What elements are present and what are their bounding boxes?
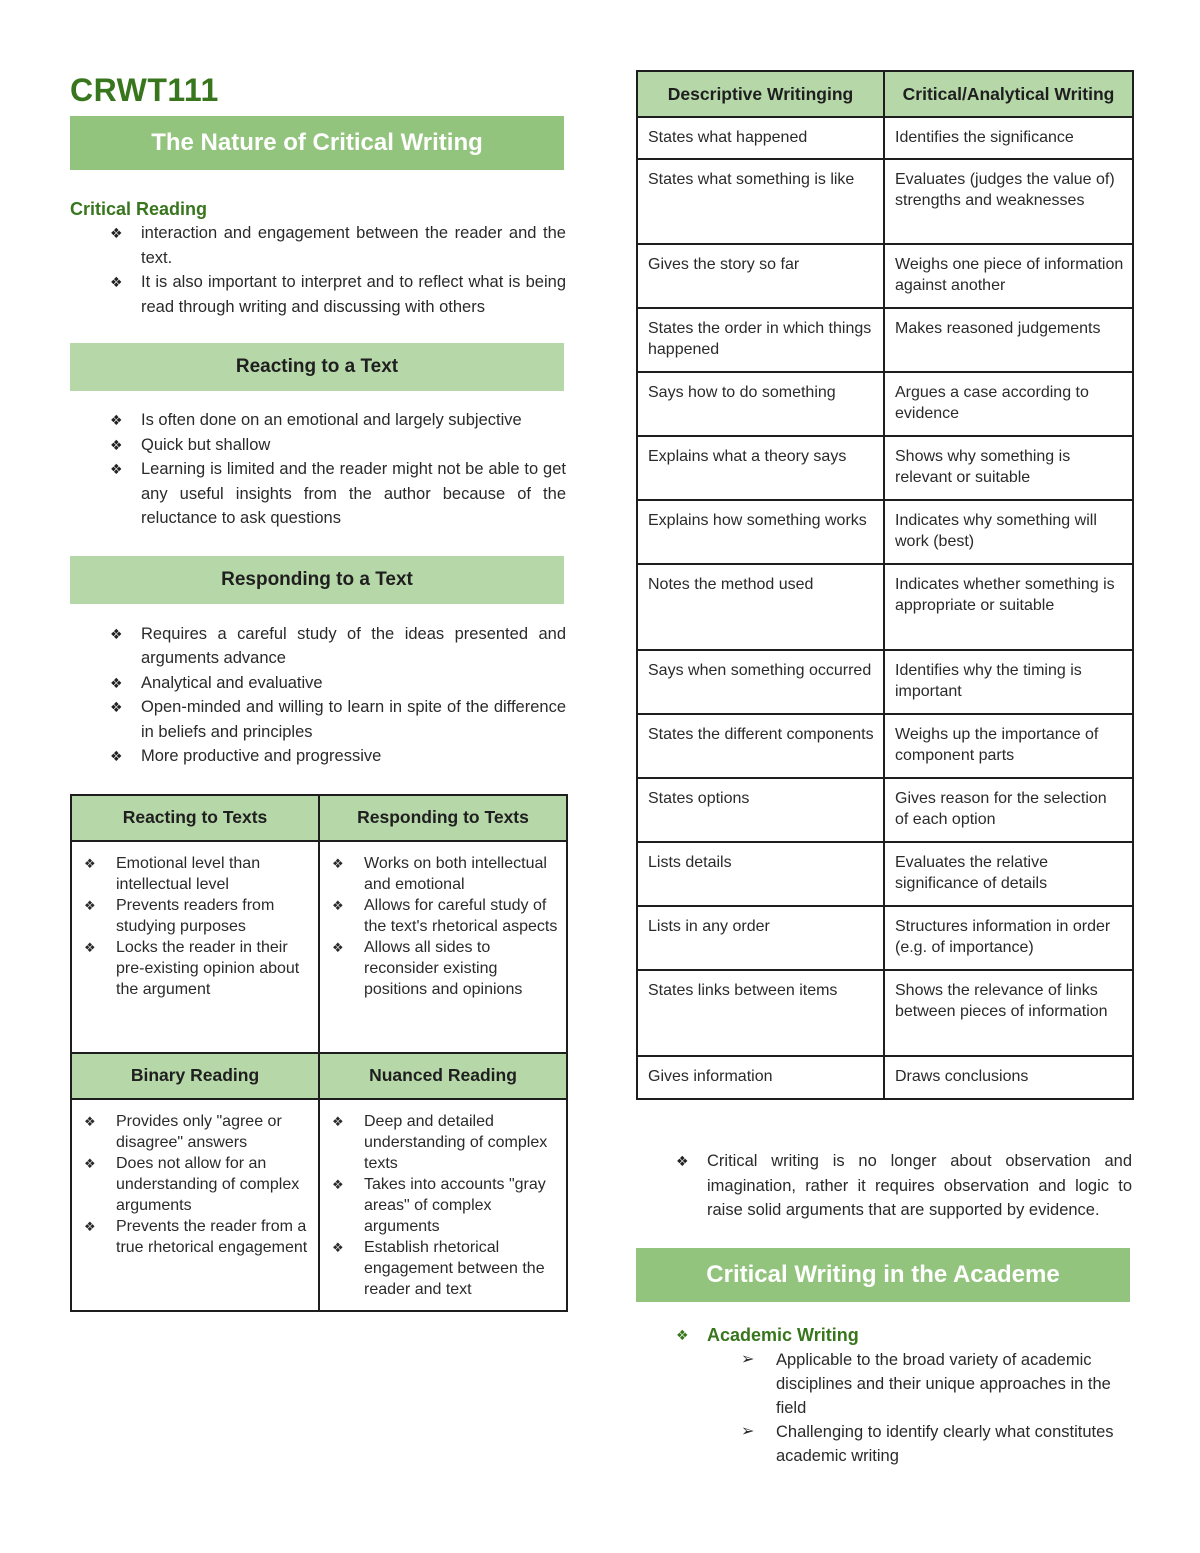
diamond-bullet-icon: ❖: [332, 1113, 344, 1129]
list-item: ❖ Analytical and evaluative: [70, 671, 566, 696]
diamond-bullet-icon: ❖: [676, 1153, 689, 1169]
critical-reading-heading: Critical Reading: [70, 199, 208, 219]
list-item: ❖ Takes into accounts "gray areas" of complex arguments: [332, 1175, 546, 1235]
table-cell: Indicates whether something is appropriate or suitable: [884, 564, 1133, 650]
table-cell: Identifies the significance: [884, 117, 1133, 159]
table-cell: States what something is like: [637, 159, 884, 244]
diamond-bullet-icon: ❖: [110, 461, 123, 477]
critical-reading-list: [70, 221, 566, 319]
table-cell: Gives information: [637, 1056, 884, 1099]
table-cell: Explains what a theory says: [637, 436, 884, 500]
table-cell: Lists details: [637, 842, 884, 906]
list-item: ❖ Prevents the reader from a true rhetorical engagement: [84, 1217, 308, 1256]
table-header: Nuanced Reading: [319, 1053, 567, 1099]
table-cell: States the order in which things happened: [637, 308, 884, 372]
diamond-bullet-icon: ❖: [110, 225, 123, 241]
table-cell: Lists in any order: [637, 906, 884, 970]
table-cell: Draws conclusions: [884, 1056, 1133, 1099]
table-cell: Notes the method used: [637, 564, 884, 650]
list-item: ❖ Provides only "agree or disagree" answers: [84, 1112, 282, 1151]
academic-writing-sublist: [636, 1348, 1132, 1468]
list-item: ❖ Learning is limited and the reader might not be able to get any useful insights from the author because of the reluctance to ask questions: [70, 457, 566, 531]
table-cell: [71, 841, 319, 1053]
list-item: ➢ Applicable to the broad variety of academic disciplines and their unique approaches in the field: [636, 1348, 1132, 1420]
reacting-banner: Reacting to a Text: [70, 343, 564, 391]
table-cell: [319, 1099, 567, 1311]
table-cell: States links between items: [637, 970, 884, 1056]
table-cell: Shows why something is relevant or suitable: [884, 436, 1133, 500]
diamond-bullet-icon: ❖: [110, 436, 123, 453]
list-item: ❖ Deep and detailed understanding of complex texts: [332, 1112, 548, 1172]
diamond-bullet-icon: ❖: [332, 897, 344, 913]
diamond-bullet-icon: ❖: [676, 1326, 689, 1343]
table-header: Descriptive Writinging: [637, 71, 884, 117]
table-cell: States options: [637, 778, 884, 842]
table-header: Reacting to Texts: [71, 795, 319, 841]
list-item: ❖ Locks the reader in their pre-existing opinion about the argument: [84, 938, 300, 998]
diamond-bullet-icon: ❖: [110, 274, 123, 290]
table-cell: Structures information in order (e.g. of importance): [884, 906, 1133, 970]
table-cell: Argues a case according to evidence: [884, 372, 1133, 436]
diamond-bullet-icon: ❖: [110, 748, 123, 764]
diamond-bullet-icon: ❖: [332, 855, 344, 871]
arrow-bullet-icon: ➢: [741, 1351, 755, 1368]
reacting-responding-table: [70, 794, 568, 1312]
table-cell: States the different components: [637, 714, 884, 778]
reacting-list: [70, 408, 566, 531]
table-cell: Weighs up the importance of component parts: [884, 714, 1133, 778]
table-header: Responding to Texts: [319, 795, 567, 841]
list-item: ❖ Critical writing is no longer about observation and imagination, rather it requires observation and logic to raise solid arguments that are supported by evidence.: [636, 1149, 1132, 1223]
list-item: ❖ More productive and progressive: [70, 744, 566, 769]
table-cell: Gives the story so far: [637, 244, 884, 308]
diamond-bullet-icon: ❖: [84, 897, 96, 913]
diamond-bullet-icon: ❖: [332, 1176, 344, 1192]
list-item: ❖ Emotional level than intellectual level: [84, 854, 261, 893]
diamond-bullet-icon: ❖: [84, 1218, 96, 1234]
diamond-bullet-icon: ❖: [110, 412, 123, 428]
table-header: Binary Reading: [71, 1053, 319, 1099]
diamond-bullet-icon: ❖: [332, 1239, 344, 1255]
list-item: ❖ Does not allow for an understanding of complex arguments: [84, 1154, 300, 1214]
academic-writing-heading: Academic Writing: [707, 1324, 859, 1345]
academic-writing-list: [636, 1323, 1132, 1349]
list-item: ➢ Challenging to identify clearly what constitutes academic writing: [636, 1420, 1132, 1468]
table-cell: [71, 1099, 319, 1311]
course-code: CRWT111: [70, 72, 219, 108]
table-cell: Says how to do something: [637, 372, 884, 436]
table-cell: Shows the relevance of links between pieces of information: [884, 970, 1133, 1056]
diamond-bullet-icon: ❖: [84, 1113, 96, 1129]
diamond-bullet-icon: ❖: [110, 674, 123, 691]
list-item: [636, 1323, 1132, 1349]
academe-banner: Critical Writing in the Academe: [636, 1248, 1130, 1302]
right-column: [636, 70, 1132, 1468]
table-cell: Gives reason for the selection of each option: [884, 778, 1133, 842]
list-item: ❖ interaction and engagement between the reader and the text.: [70, 221, 566, 270]
left-column: [70, 70, 566, 1312]
list-item: ❖ Prevents readers from studying purposes: [84, 896, 275, 935]
title-banner: The Nature of Critical Writing: [70, 116, 564, 170]
table-header: Critical/Analytical Writing: [884, 71, 1133, 117]
list-item: ❖ Is often done on an emotional and largely subjective: [70, 408, 566, 433]
list-item: ❖ Works on both intellectual and emotional: [332, 854, 547, 893]
diamond-bullet-icon: ❖: [84, 1155, 96, 1171]
diamond-bullet-icon: ❖: [332, 939, 344, 955]
list-item: ❖ It is also important to interpret and to reflect what is being read through writing and discussing with others: [70, 270, 566, 319]
table-cell: Makes reasoned judgements: [884, 308, 1133, 372]
critical-note-list: [636, 1149, 1132, 1223]
diamond-bullet-icon: ❖: [110, 625, 123, 642]
table-cell: Identifies why the timing is important: [884, 650, 1133, 714]
table-cell: [319, 841, 567, 1053]
responding-banner: Responding to a Text: [70, 556, 564, 604]
diamond-bullet-icon: ❖: [84, 939, 96, 955]
diamond-bullet-icon: ❖: [110, 699, 123, 715]
table-cell: Weighs one piece of information against another: [884, 244, 1133, 308]
table-cell: Evaluates (judges the value of) strengths and weaknesses: [884, 159, 1133, 244]
responding-list: [70, 622, 566, 769]
diamond-bullet-icon: ❖: [84, 855, 96, 871]
list-item: ❖ Quick but shallow: [70, 433, 566, 458]
list-item: ❖ Open-minded and willing to learn in spite of the difference in beliefs and principles: [70, 695, 566, 744]
table-cell: States what happened: [637, 117, 884, 159]
table-cell: Evaluates the relative significance of details: [884, 842, 1133, 906]
arrow-bullet-icon: ➢: [741, 1423, 755, 1440]
comparison-table: [636, 70, 1134, 1100]
table-cell: Says when something occurred: [637, 650, 884, 714]
list-item: ❖ Allows for careful study of the text's rhetorical aspects: [332, 896, 558, 935]
list-item: ❖ Allows all sides to reconsider existing positions and opinions: [332, 938, 523, 998]
list-item: ❖ Establish rhetorical engagement between the reader and text: [332, 1238, 545, 1298]
table-cell: Indicates why something will work (best): [884, 500, 1133, 564]
list-item: ❖ Requires a careful study of the ideas presented and arguments advance: [70, 622, 566, 671]
table-cell: Explains how something works: [637, 500, 884, 564]
